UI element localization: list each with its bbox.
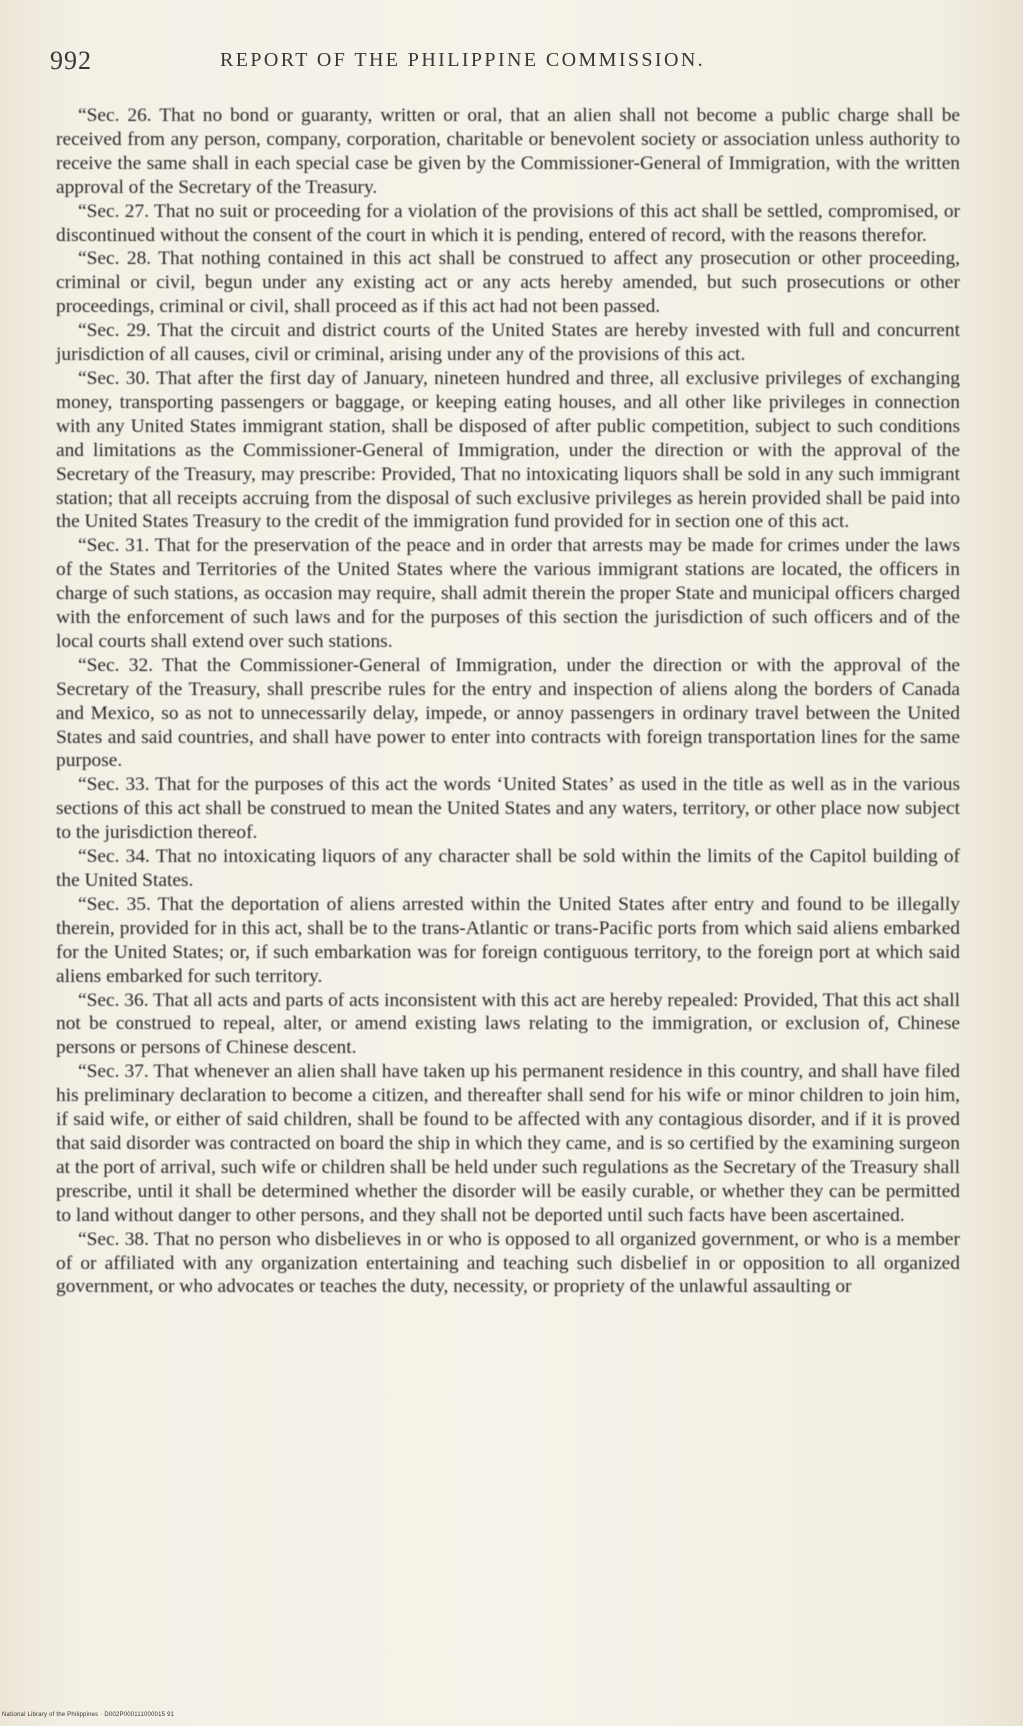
- section-27: “Sec. 27. That no suit or proceeding for a violation of the provisions of this act shall be settled, compromised, or discontinued without the consent of the court in which it is pending, entered of record, with the reasons therefor.: [56, 200, 960, 246]
- section-29: “Sec. 29. That the circuit and district courts of the United States are hereby invested with full and concurrent jurisdiction of all causes, civil or criminal, arising under any of the provisions of this act.: [56, 320, 960, 366]
- section-31: “Sec. 31. That for the preservation of the peace and in order that arrests may be made for crimes under the laws of the States and Territories of the United States where the various immigrant stations are located, the officers in charge of such stations, as occasion may require, shall admit therein the proper State and municipal officers charged with the enforcement of such laws and for the purposes of this section the jurisdiction of such officers and of the local courts shall extend over such stations.: [56, 535, 960, 652]
- section-30: “Sec. 30. That after the first day of January, nineteen hundred and three, all exclusive privileges of exchanging money, transporting passengers or baggage, or keeping eating houses, and all other like privileges in connection with any United States immigrant station, shall be disposed of after public competition, subject to such conditions and limitations as the Commissioner-General of Immigration, under the direction or with the approval of the Secretary of the Treasury, may prescribe: Provided, That no intoxicating liquors shall be sold in any such immigrant station; that all receipts accruing from the disposal of such exclusive privileges as herein provided shall be paid into the United States Treasury to the credit of the immigration fund provided for in section one of this act.: [56, 367, 960, 533]
- section-32: “Sec. 32. That the Commissioner-General of Immigration, under the direction or with the approval of the Secretary of the Treasury, shall prescribe rules for the entry and inspection of aliens along the borders of Canada and Mexico, so as not to unnecessarily delay, impede, or annoy passengers in ordinary travel between the United States and said countries, and shall have power to enter into contracts with foreign transportation lines for the same purpose.: [56, 654, 960, 772]
- section-26: “Sec. 26. That no bond or guaranty, written or oral, that an alien shall not become a public charge shall be received from any person, company, corporation, charitable or benevolent society or association unless authority to receive the same shall in each special case be given by the Commissioner-General of Immigration, with the written approval of the Secretary of the Treasury.: [56, 105, 960, 198]
- page-number: 992: [50, 46, 92, 75]
- section-33: “Sec. 33. That for the purposes of this act the words ‘United States’ as used in the title as well as in the various sections of this act shall be construed to mean the United States and any waters, territory, or other place now subject to the jurisdiction thereof.: [56, 774, 960, 844]
- section-36: “Sec. 36. That all acts and parts of acts inconsistent with this act are hereby repealed: Provided, That this act shall not be construed to repeal, alter, or amend existing laws relating to the immigration, or exclusion of, Chinese persons or persons of Chinese descent.: [56, 989, 960, 1059]
- body-text: [56, 104, 960, 1299]
- section-28: “Sec. 28. That nothing contained in this act shall be construed to affect any prosecution or other proceeding, criminal or civil, begun under any existing act or any acts hereby amended, but such prosecutions or other proceedings, criminal or civil, shall proceed as if this act had not been passed.: [56, 248, 960, 318]
- running-head: REPORT OF THE PHILIPPINE COMMISSION.: [220, 49, 706, 71]
- scan-footer-note: National Library of the Philippines · D002P000111000015 91: [2, 1712, 175, 1718]
- section-38: “Sec. 38. That no person who disbelieves in or who is opposed to all organized government, or who is a member of or affiliated with any organization entertaining and teaching such disbelief in or opposition to all organized government, or who advocates or teaches the duty, necessity, or propriety of the unlawful assaulting or: [56, 1228, 960, 1298]
- section-35: “Sec. 35. That the deportation of aliens arrested within the United States after entry and found to be illegally therein, provided for in this act, shall be to the trans-Atlantic or trans-Pacific ports from which said aliens embarked for the United States; or, if such embarkation was for foreign contiguous territory, to the foreign port at which said aliens embarked for such territory.: [56, 893, 960, 987]
- section-34: “Sec. 34. That no intoxicating liquors of any character shall be sold within the limits of the Capitol building of the United States.: [56, 846, 960, 891]
- page-header: [50, 46, 960, 78]
- section-37: “Sec. 37. That whenever an alien shall have taken up his permanent residence in this country, and shall have filed his preliminary declaration to become a citizen, and thereafter shall send for his wife or minor children to join him, if said wife, or either of said children, shall be found to be affected with any contagious disorder, and if it is proved that said disorder was contracted on board the ship in which they came, and is so certified by the examining surgeon at the port of arrival, such wife or children shall be held under such regulations as the Secretary of the Treasury shall prescribe, until it shall be determined whether the disorder will be easily curable, or whether they can be permitted to land without danger to other persons, and they shall not be deported until such facts have been ascertained.: [56, 1061, 960, 1226]
